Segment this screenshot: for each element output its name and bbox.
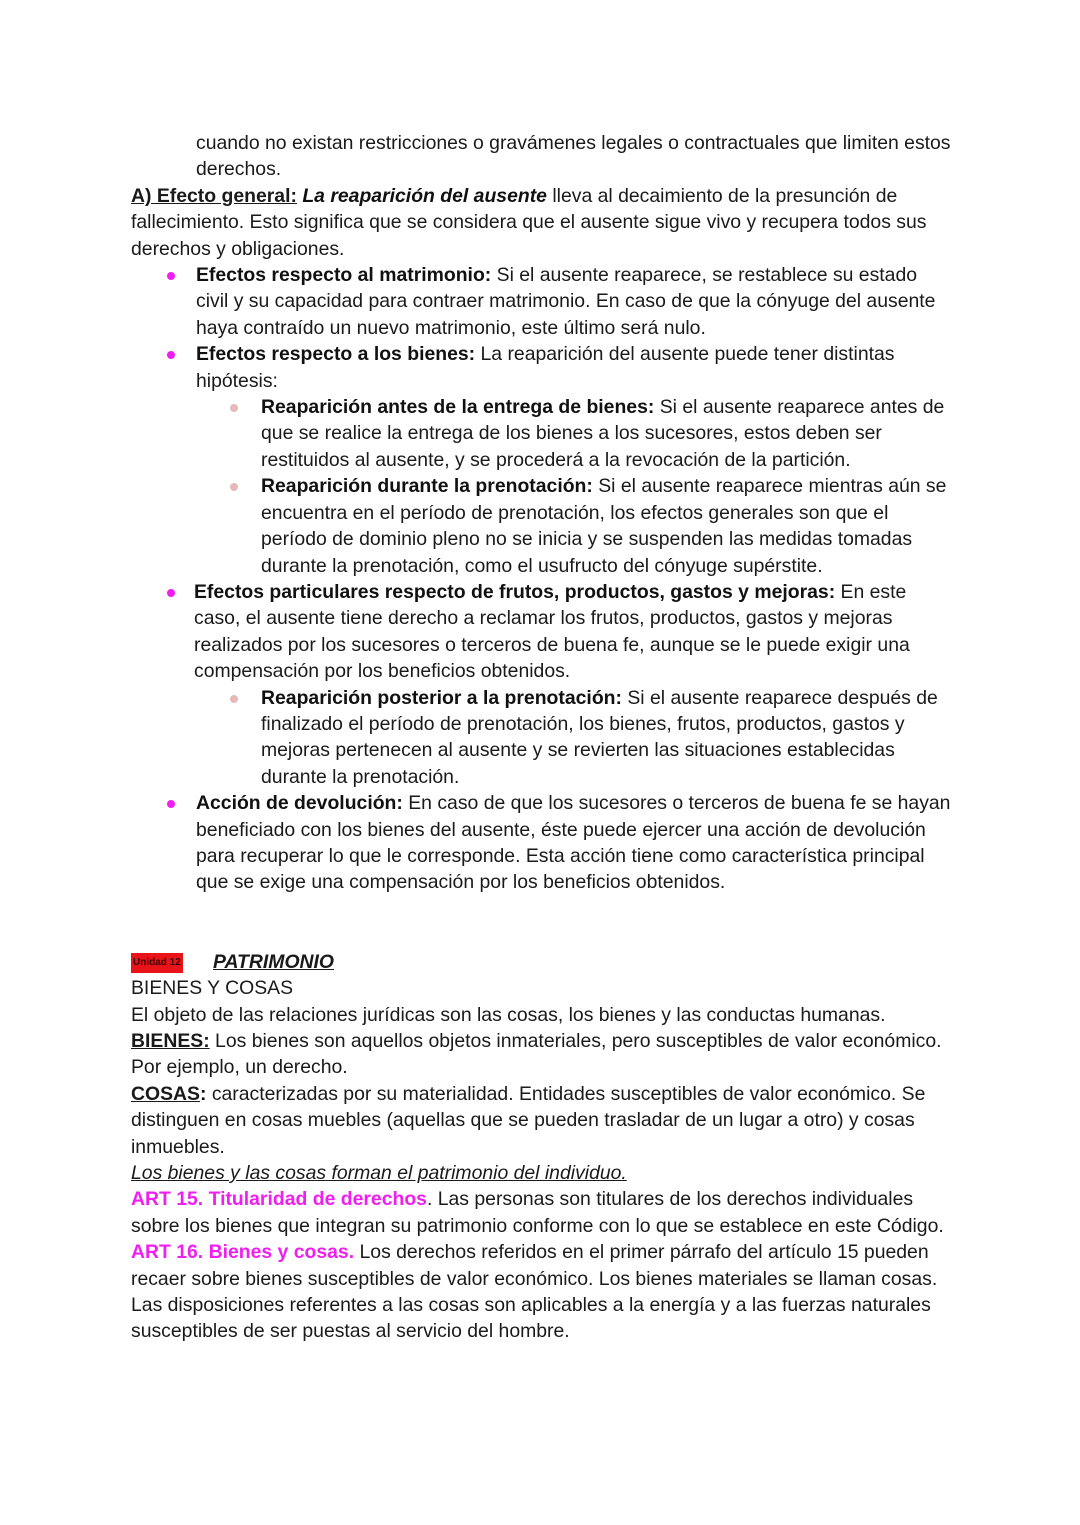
art15-text: . Las personas son titulares de los derechos individuales sobre los bienes que integran su patrimonio conforme con lo que se establece en este Código. — [131, 1188, 944, 1237]
objeto-paragraph: El objeto de las relaciones jurídicas son las cosas, los bienes y las conductas humanas. — [131, 1003, 886, 1026]
efecto-general-paragraph — [131, 183, 953, 262]
art16-text: Los derechos referidos en el primer párrafo del artículo 15 pueden recaer sobre bienes susceptibles de valor económico. Los bienes materiales se llaman cosas. Las disposiciones referentes a las cosas son aplicables a la energía y a las fuerzas naturales susceptibles de ser puestas al servicio del hombre. — [131, 1241, 938, 1343]
sub-bullet-text: Si el ausente reaparece después de finalizado el período de prenotación, los bienes, frutos, productos, gastos y mejoras pertenecen al ausente y se revierten las situaciones establecidas durante la prenotación. — [261, 686, 938, 788]
sub-bullet-label: Reaparición antes de la entrega de bienes: — [261, 396, 655, 419]
bienes-label: BIENES: — [131, 1030, 210, 1052]
bullet-text: La reaparición del ausente puede tener distintas hipótesis: — [196, 343, 895, 392]
bullet-item — [131, 341, 953, 394]
patrimonio-note: Los bienes y las cosas forman el patrimonio del individuo. — [131, 1162, 627, 1185]
sub-bullet-text: Si el ausente reaparece mientras aún se encuentra en el período de prenotación, los efectos generales son que el período de dominio pleno no se inicia y se suspenden las medidas tomadas durante la prenotación, como el usufructo del cónyuge supérstite. — [261, 475, 947, 577]
bullet-icon — [167, 589, 175, 597]
sub-bullet-label: Reaparición durante la prenotación: — [261, 475, 593, 498]
subtitle: BIENES Y COSAS — [131, 977, 294, 1000]
cosas-text: caracterizadas por su materialidad. Entidades susceptibles de valor económico. Se distinguen en cosas muebles (aquellas que se pueden trasladar de un lugar a otro) y cosas inmuebles. — [131, 1082, 926, 1158]
bullet-label: Efectos respecto al matrimonio: — [196, 264, 492, 287]
bienes-paragraph — [131, 1028, 953, 1081]
art16-label: ART 16. Bienes y cosas. — [131, 1241, 355, 1264]
bullet-icon — [167, 272, 175, 280]
bullet-label: Acción de devolución: — [196, 792, 403, 815]
sub-bullet-icon — [230, 483, 238, 491]
bullet-item — [131, 790, 953, 896]
sub-bullet-icon — [230, 404, 238, 412]
section-heading — [131, 949, 953, 975]
sub-bullet-item — [131, 685, 953, 791]
bullet-label: Efectos particulares respecto de frutos, productos, gastos y mejoras: — [194, 580, 836, 603]
bullet-text: En caso de que los sucesores o terceros de buena fe se hayan beneficiado con los bienes del ausente, éste puede ejercer una acción de devolución para recuperar lo que le corresponde. Esta acción tiene como característica principal que se exige una compensación por los beneficios obtenidos. — [196, 792, 951, 894]
sub-bullet-item — [131, 473, 953, 579]
document-page — [131, 130, 953, 1345]
bullet-label: Efectos respecto a los bienes: — [196, 343, 476, 366]
spacer — [131, 896, 953, 949]
efecto-general-text: lleva al decaimiento de la presunción de fallecimiento. Esto significa que se considera que el ausente sigue vivo y recupera todos sus derechos y obligaciones. — [131, 184, 927, 260]
unit-tag: Unidad 12 — [131, 953, 183, 973]
section-title: PATRIMONIO — [213, 950, 335, 973]
art16-paragraph — [131, 1239, 953, 1345]
sub-bullet-item — [131, 394, 953, 473]
cosas-label: COSAS — [131, 1082, 200, 1105]
sub-bullet-label: Reaparición posterior a la prenotación: — [261, 686, 622, 709]
bullet-text: En este caso, el ausente tiene derecho a reclamar los frutos, productos, gastos y mejoras realizados por los sucesores o terceros de buena fe, aunque se le puede exigir una compensación por los beneficios obtenidos. — [194, 580, 910, 683]
sub-bullet-text: Si el ausente reaparece antes de que se realice la entrega de los bienes a los sucesores, estos deben ser restituidos al ausente, y se procederá a la revocación de la partición. — [261, 396, 945, 471]
cosas-colon: : — [199, 1082, 207, 1105]
bienes-text: Los bienes son aquellos objetos inmateriales, pero susceptibles de valor económico. Por ejemplo, un derecho. — [131, 1030, 942, 1079]
sub-bullet-icon — [230, 695, 238, 703]
bullet-item — [131, 262, 953, 341]
cosas-paragraph — [131, 1081, 953, 1160]
efecto-general-label: A) Efecto general: — [131, 184, 297, 207]
bullet-item — [131, 579, 953, 685]
bullet-icon — [167, 351, 175, 359]
intro-continuation: cuando no existan restricciones o gravámenes legales o contractuales que limiten estos derechos. — [196, 132, 951, 181]
bullet-icon — [167, 800, 175, 808]
bullet-text: Si el ausente reaparece, se restablece su estado civil y su capacidad para contraer matrimonio. En caso de que la cónyuge del ausente haya contraído un nuevo matrimonio, este último será nulo. — [196, 264, 936, 339]
efecto-general-emph: La reaparición del ausente — [302, 184, 547, 207]
art15-paragraph — [131, 1186, 953, 1239]
art15-label: ART 15. Titularidad de derechos — [131, 1188, 427, 1211]
